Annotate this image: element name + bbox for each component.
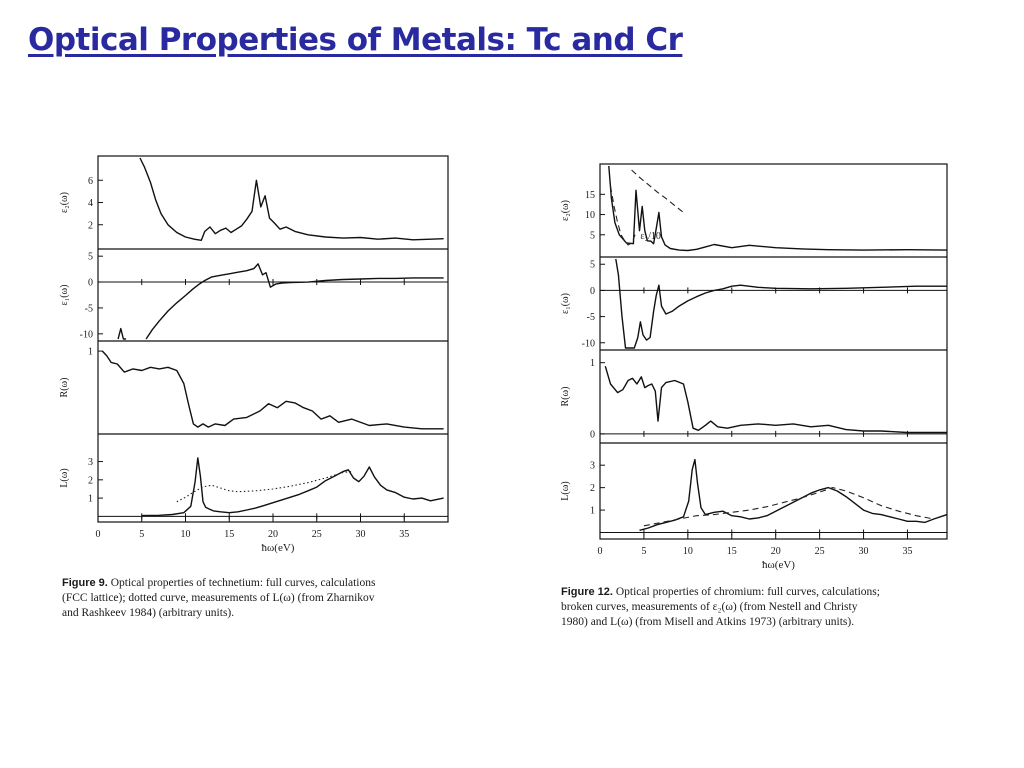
x-tick-label: 10 <box>180 529 191 540</box>
x-tick-label: 5 <box>641 546 647 557</box>
x-axis-label: ħω(eV) <box>762 559 795 571</box>
y-axis-label: ε₂(ω) <box>59 192 70 213</box>
calculated-curve <box>146 264 444 339</box>
calculated-curve <box>102 351 443 429</box>
y-axis-label: L(ω) <box>59 468 70 488</box>
x-tick-label: 0 <box>95 529 101 540</box>
y-tick-label: 0 <box>88 277 93 289</box>
x-tick-label: 25 <box>311 529 322 540</box>
caption-line: Optical properties of technetium: full curves, calculations <box>110 577 376 589</box>
y-tick-label: 0 <box>590 285 595 297</box>
caption-label: Figure 9. <box>62 577 108 589</box>
y-tick-label: 3 <box>590 460 595 472</box>
y-axis-label: L(ω) <box>560 481 571 501</box>
y-tick-label: -10 <box>79 329 93 341</box>
calculated-curve <box>140 158 444 240</box>
x-tick-label: 20 <box>770 546 781 557</box>
y-tick-label: 5 <box>590 230 595 242</box>
y-tick-label: 5 <box>590 259 595 271</box>
x-tick-label: 20 <box>268 529 278 540</box>
y-tick-label: 4 <box>88 198 93 209</box>
y-axis-label: R(ω) <box>59 377 70 398</box>
calculated-curve <box>142 458 444 516</box>
calculated-curve <box>605 366 947 432</box>
plot-frame <box>600 164 947 539</box>
calculated-curve <box>118 329 126 339</box>
figure-technetium-caption <box>62 576 462 621</box>
caption-line: and Rashkeev 1984) (arbitrary units). <box>62 607 235 619</box>
x-tick-label: 10 <box>682 546 693 557</box>
y-tick-label: 2 <box>88 475 93 487</box>
y-tick-label: -10 <box>581 338 595 350</box>
y-axis-label: ε₁(ω) <box>59 284 70 306</box>
y-tick-label: 2 <box>88 220 93 232</box>
y-tick-label: 2 <box>590 483 595 495</box>
plot-frame <box>98 156 448 522</box>
caption-line: 1980) and L(ω) (from Misell and Atkins 1973) (arbitrary units). <box>561 616 855 628</box>
y-axis-label: ε₂(ω) <box>560 200 571 221</box>
measured-curve <box>632 170 684 213</box>
caption-line: broken curves, measurements of ε₂(ω) (from Nestell and Christy <box>561 601 858 613</box>
x-tick-label: 0 <box>597 546 603 557</box>
y-tick-label: 10 <box>585 210 595 222</box>
y-tick-label: 1 <box>88 493 93 505</box>
figure-chromium-caption <box>561 585 961 630</box>
calculated-curve <box>640 460 948 531</box>
y-tick-label: 15 <box>585 189 595 201</box>
slide-title: Optical Properties of Metals: Tc and Cr <box>28 22 683 58</box>
y-tick-label: 0 <box>590 429 595 441</box>
y-tick-label: 1 <box>88 346 93 358</box>
y-tick-label: -5 <box>586 312 595 324</box>
figure-technetium-chart <box>58 152 458 560</box>
y-tick-label: 3 <box>88 457 93 469</box>
y-tick-label: 6 <box>88 175 93 187</box>
caption-line: Optical properties of chromium: full curves, calculations; <box>615 586 880 598</box>
y-tick-label: -5 <box>84 303 93 315</box>
y-tick-label: 5 <box>88 251 93 263</box>
caption-label: Figure 12. <box>561 586 613 598</box>
x-tick-label: 30 <box>355 529 366 540</box>
x-tick-label: 15 <box>726 546 737 557</box>
y-axis-label: R(ω) <box>560 386 571 407</box>
x-tick-label: 35 <box>902 546 913 557</box>
x-tick-label: 35 <box>399 529 410 540</box>
calculated-curve <box>616 259 947 348</box>
curve-annotation: ε₂/10 <box>640 230 661 242</box>
y-tick-label: 1 <box>590 358 595 370</box>
figure-chromium-chart <box>555 160 955 572</box>
x-axis-label: ħω(eV) <box>261 542 295 554</box>
x-tick-label: 15 <box>224 529 235 540</box>
x-tick-label: 5 <box>139 529 145 540</box>
x-tick-label: 25 <box>814 546 825 557</box>
x-tick-label: 30 <box>858 546 869 557</box>
caption-line: (FCC lattice); dotted curve, measurements of L(ω) (from Zharnikov <box>62 592 375 604</box>
y-axis-label: ε₁(ω) <box>560 293 571 314</box>
y-tick-label: 1 <box>590 505 595 517</box>
